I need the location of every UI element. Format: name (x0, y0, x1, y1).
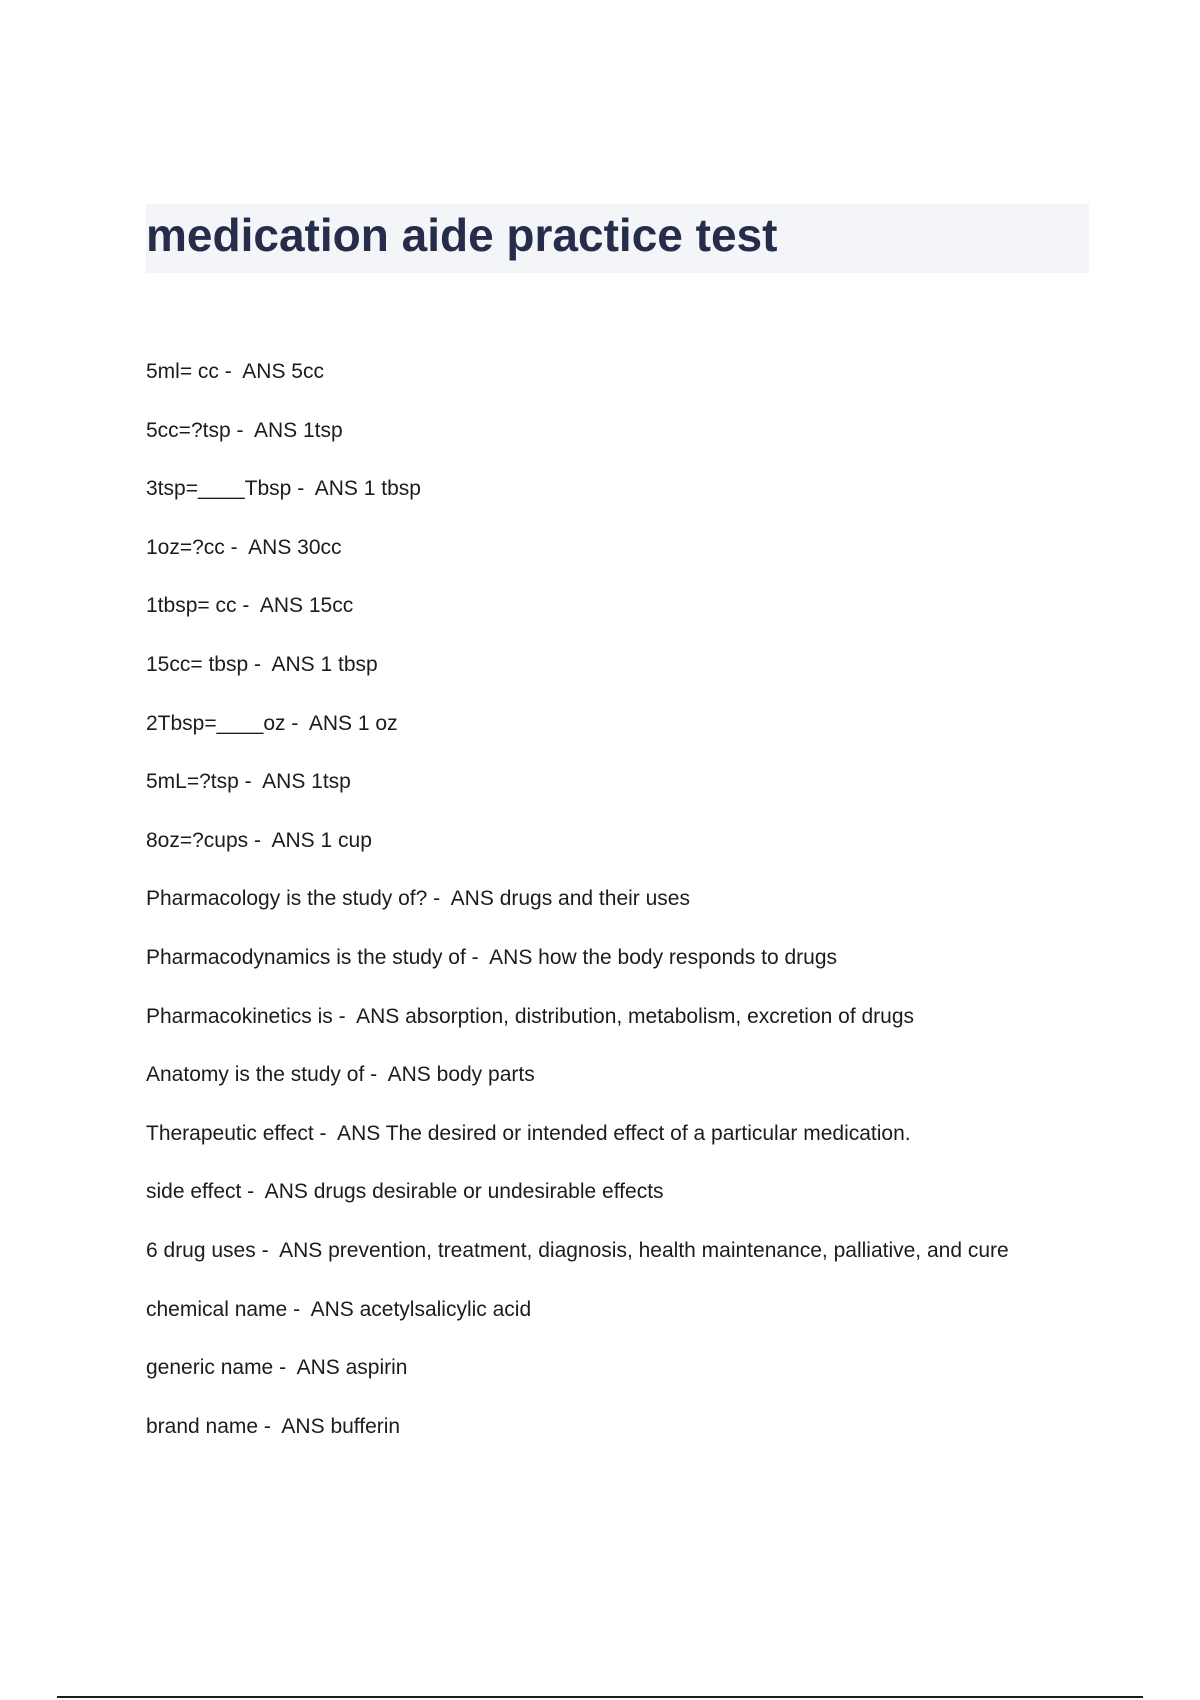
answer-separator: - ANS (238, 770, 312, 794)
question: Anatomy is the study of (146, 1063, 365, 1087)
qa-item (146, 709, 1146, 768)
qa-item (146, 474, 1146, 533)
answer-separator: - ANS (248, 652, 321, 676)
question: Therapeutic effect (146, 1121, 314, 1145)
answer: 1 tbsp (363, 477, 421, 501)
qa-item (146, 650, 1146, 709)
answer-separator: - ANS (364, 1063, 437, 1087)
answer-separator: - ANS (285, 711, 358, 735)
answer: bufferin (330, 1414, 401, 1438)
answer-separator: - ANS (313, 1121, 386, 1145)
qa-item (146, 1177, 1146, 1236)
question: 6 drug uses (146, 1238, 256, 1262)
question: 1oz=?cc (146, 535, 225, 559)
answer-separator: - ANS (255, 1238, 329, 1262)
question: 5ml= cc (146, 360, 219, 383)
answer: 30cc (297, 535, 342, 559)
answer: 1 oz (357, 711, 398, 735)
answer: drugs desirable or undesirable effects (313, 1180, 664, 1204)
question: Pharmacokinetics is (146, 1004, 333, 1028)
qa-item (146, 1295, 1146, 1354)
question: brand name (146, 1414, 259, 1438)
question: generic name (146, 1356, 274, 1380)
qa-item (146, 943, 1146, 1002)
answer: body parts (436, 1063, 535, 1087)
answer-separator: - ANS (332, 1004, 406, 1028)
answer: aspirin (345, 1356, 408, 1380)
qa-list (146, 357, 1146, 1470)
answer: The desired or intended effect of a particular medication. (385, 1121, 911, 1145)
footer-divider (57, 1696, 1143, 1698)
answer-separator: - ANS (287, 1297, 360, 1321)
answer: how the body responds to drugs (538, 945, 838, 969)
answer-separator: - ANS (241, 1180, 314, 1204)
answer-separator: - ANS (236, 594, 309, 618)
document-title: medication aide practice test (146, 209, 778, 261)
qa-item (146, 533, 1146, 592)
qa-item (146, 1060, 1146, 1119)
qa-item (146, 884, 1146, 943)
answer-separator: - ANS (230, 418, 303, 442)
answer: absorption, distribution, metabolism, excretion of drugs (405, 1004, 915, 1028)
answer-separator: - ANS (258, 1414, 331, 1438)
qa-item (146, 591, 1146, 650)
answer-separator: - ANS (248, 828, 321, 852)
qa-item (146, 416, 1146, 475)
answer-separator: - ANS (224, 535, 298, 559)
question: chemical name (146, 1297, 288, 1321)
qa-item (146, 1412, 1146, 1471)
answer: drugs and their uses (499, 887, 690, 911)
qa-item (146, 1353, 1146, 1412)
qa-item (146, 1002, 1146, 1061)
answer: prevention, treatment, diagnosis, health maintenance, palliative, and cure (328, 1238, 1009, 1262)
qa-item (146, 767, 1146, 826)
answer: 1tsp (311, 770, 351, 794)
question: 2Tbsp=____oz (146, 711, 286, 735)
question: 5mL=?tsp (146, 770, 239, 794)
question: 15cc= tbsp (146, 652, 249, 676)
qa-item (146, 357, 1146, 416)
answer: 15cc (308, 594, 354, 618)
answer-separator: - ANS (291, 477, 364, 501)
answer: 1 cup (320, 828, 372, 852)
question: 5cc=?tsp (146, 418, 231, 442)
qa-item (146, 826, 1146, 885)
answer-separator: - ANS (273, 1356, 346, 1380)
qa-item (146, 1119, 1146, 1178)
answer-separator: - ANS (465, 945, 539, 969)
answer: acetylsalicylic acid (359, 1297, 532, 1321)
answer: 1 tbsp (320, 652, 378, 676)
answer-separator: - ANS (427, 887, 500, 911)
question: Pharmacology is the study of? (146, 887, 428, 911)
answer-separator: - ANS (218, 360, 292, 383)
qa-item (146, 1236, 1146, 1295)
question: 8oz=?cups (146, 828, 249, 852)
question: 3tsp=____Tbsp (146, 477, 292, 501)
question: 1tbsp= cc (146, 594, 237, 618)
title-block (146, 204, 1089, 273)
answer: 5cc (291, 360, 324, 383)
question: Pharmacodynamics is the study of (146, 945, 466, 969)
answer: 1tsp (303, 418, 343, 442)
question: side effect (146, 1180, 242, 1204)
